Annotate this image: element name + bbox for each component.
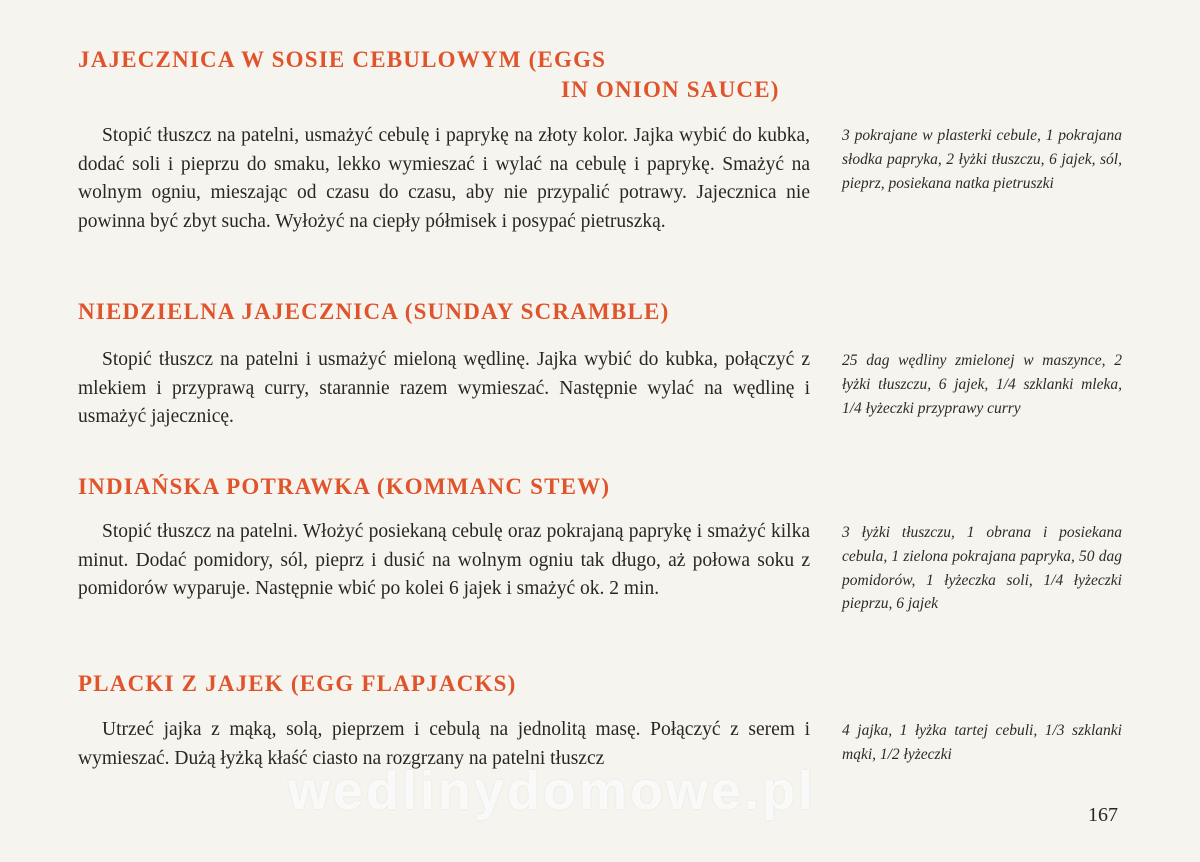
watermark: wedlinydomowe.pl [288, 761, 817, 821]
recipe-ingredients: 4 jajka, 1 łyżka tartej cebuli, 1/3 szklanki mąki, 1/2 łyżeczki [842, 722, 1122, 763]
recipe-ingredients: 3 pokrajane w plasterki cebule, 1 pokrajana słodka papryka, 2 łyżki tłuszczu, 6 jajek, sól, pieprz, posiekana natka pietruszki [842, 127, 1122, 192]
recipe-title-line-1: JAJECZNICA W SOSIE CEBULOWYM (EGGS [78, 47, 607, 72]
recipe-ingredients: 3 łyżki tłuszczu, 1 obrana i posiekana cebula, 1 zielona pokrajana papryka, 50 dag pomidorów, 1 łyżeczka soli, 1/4 łyżeczki pieprzu, 6 jajek [842, 524, 1122, 613]
recipe-title-egg-flapjacks: PLACKI Z JAJEK (EGG FLAPJACKS) [78, 671, 517, 696]
recipe-ingredients: 25 dag wędliny zmielonej w maszynce, 2 łyżki tłuszczu, 6 jajek, 1/4 szklanki mleka, 1/4 łyżeczki przyprawy curry [842, 352, 1122, 417]
recipe-instructions: Utrzeć jajka z mąką, solą, pieprzem i cebulą na jednolitą masę. Połączyć z serem i wymieszać. Dużą łyżką kłaść ciasto na rozgrzany na patelni tłuszcz [78, 719, 810, 769]
recipe-instructions: Stopić tłuszcz na patelni i usmażyć mieloną wędlinę. Jajka wybić do kubka, połączyć z mlekiem i przyprawą curry, starannie razem wymieszać. Następnie wylać na wędlinę i usmażyć jajecznicę. [78, 349, 810, 427]
page-number: 167 [1088, 804, 1118, 826]
recipe-title-sunday-scramble: NIEDZIELNA JAJECZNICA (SUNDAY SCRAMBLE) [78, 299, 670, 324]
recipe-title-kommanc-stew: INDIAŃSKA POTRAWKA (KOMMANC STEW) [78, 474, 611, 499]
recipe-instructions: Stopić tłuszcz na patelni. Włożyć posiekaną cebulę oraz pokrajaną paprykę i smażyć kilka minut. Dodać pomidory, sól, pieprz i dusić na wolnym ogniu tak długo, aż połowa soku z pomidorów wyparuje. Następnie wbić po kolei 6 jajek i smażyć ok. 2 min. [78, 521, 810, 599]
recipe-instructions: Stopić tłuszcz na patelni, usmażyć cebulę i paprykę na złoty kolor. Jajka wybić do kubka, dodać soli i pieprzu do smaku, lekko wymieszać i wylać na cebulę i paprykę. Smażyć na wolnym ogniu, mieszając od czasu do czasu, aby nie przypalić potrawy. Jajecznica nie powinna być zbyt sucha. Wyłożyć na ciepły półmisek i posypać pietruszką. [78, 125, 810, 232]
recipe-title-eggs-in-onion-sauce [78, 45, 780, 105]
recipe-title-line-2: IN ONION SAUCE) [561, 77, 780, 102]
